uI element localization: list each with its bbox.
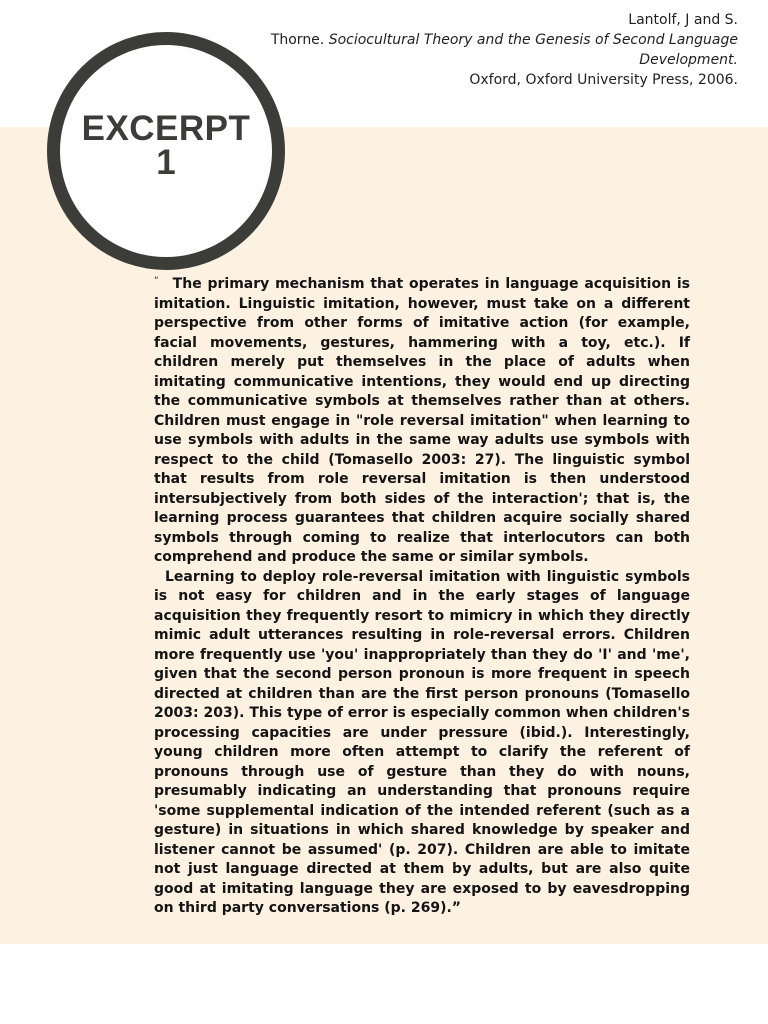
citation-line-3 (258, 50, 738, 70)
excerpt-badge-label (60, 45, 272, 257)
excerpt-paragraph-2: Learning to deploy role-reversal imitation with linguistic symbols is not easy for children and in the early stages of language acquisition they frequently resort to mimicry in which they directly mimic adult utterances resulting in role-reversal errors. Children more frequently use 'you' inappropriately than they do 'I' and 'me', given that the second person pronoun is more frequent in speech directed at children than are the first person pronouns (Tomasello 2003: 203). This type of error is especially common when children's processing capacities are under pressure (ibid.). Interestingly, young children more often attempt to clarify the referent of pronouns through use of gesture than they do with nouns, presumably indicating an understanding that pronouns require 'some supplemental indication of the intended referent (such as a gesture) in situations in which shared knowledge by speaker and listener cannot be assumed' (p. 207). Children are able to imitate not just language directed at them by adults, but are also quite good at imitating language they are exposed to by eavesdropping on third party conversations (p. 269).” (154, 568, 690, 916)
source-citation (258, 10, 738, 90)
open-quote-mark: “ (154, 276, 159, 286)
citation-title-cont: Development. (639, 52, 738, 68)
citation-line-2 (258, 30, 738, 50)
citation-author: Thorne. (270, 32, 329, 48)
excerpt-badge (47, 32, 285, 270)
excerpt-badge-number: 1 (156, 143, 176, 182)
excerpt-paragraph-1 (154, 272, 690, 568)
citation-line-1: Lantolf, J and S. (628, 12, 738, 28)
citation-title: Sociocultural Theory and the Genesis of Second Language (328, 32, 738, 48)
excerpt-body (154, 272, 690, 919)
excerpt-badge-title: EXCERPT (81, 109, 251, 148)
citation-publisher: Oxford, Oxford University Press, 2006. (469, 72, 738, 88)
excerpt-paragraph-1-text: The primary mechanism that operates in language acquisition is imitation. Linguistic imitation, however, must take on a different perspective from other forms of imitative action (for example, facial movements, gestures, hammering with a toy, etc.). If children merely put themselves in the place of adults when imitating communicative intentions, they would end up directing the communicative symbols at themselves rather than at others. Children must engage in "role reversal imitation" when learning to use symbols with adults in the same way adults use symbols with respect to the child (Tomasello 2003: 27). The linguistic symbol that results from role reversal imitation is then understood intersubjectively from both sides of the interaction'; that is, the learning process guarantees that children acquire socially shared symbols through coming to realize that interlocutors can both comprehend and produce the same or similar symbols. (154, 276, 690, 565)
